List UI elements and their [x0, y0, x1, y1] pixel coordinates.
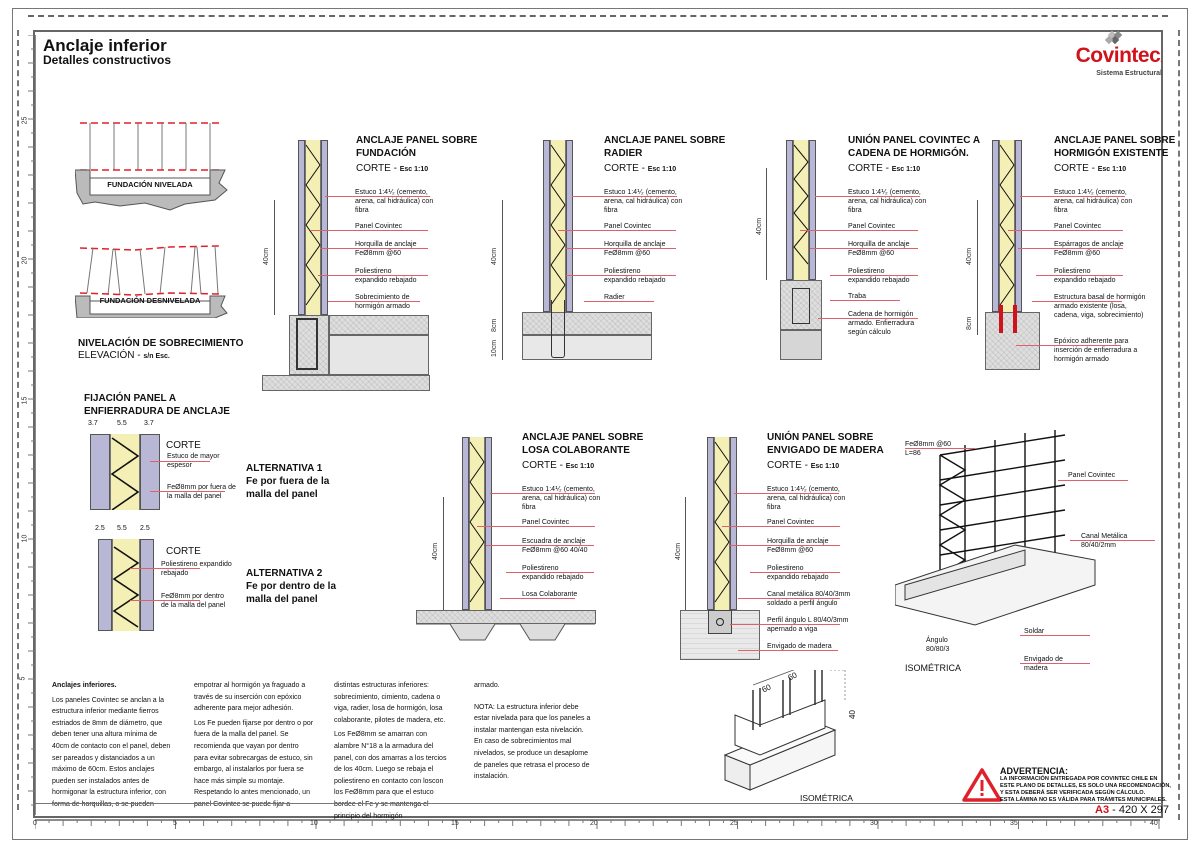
horquilla-rebar [551, 300, 565, 358]
dimension-line [502, 200, 503, 360]
label-panel: Panel Covintec [522, 519, 570, 526]
rebar-cage [296, 318, 318, 370]
alt2-label-poliestireno: Poliestireno expandido rebajado [161, 561, 232, 577]
dimension-line [766, 168, 767, 280]
leader-line [1032, 301, 1122, 302]
detail-losa-panel [462, 437, 492, 610]
leader-line [310, 230, 428, 231]
leader-line [328, 301, 420, 302]
detail-radier-header: ANCLAJE PANEL SOBRE RADIER CORTE - Esc 1:10 [604, 135, 726, 174]
dim-label: 3.7 [88, 420, 98, 427]
dim-8cm: 8cm [966, 316, 973, 330]
label-sobrecimiento: Sobrecimiento de hormigón armado [355, 294, 410, 310]
label-estuco: Estuco 1:4⅟₂ (cemento, arena, cal hidráulica) con fibra [355, 189, 434, 214]
text-column-2: empotrar al hormigón ya fraguado a través de su inserción con epóxico adherente para mejor adhesión. Los Fe pueden fijarse por dentro o por fuera de la malla del panel. Se recomienda que vayan por dentro para evitar sobrecargas de estuco, sin embargo, al instalarlos por fuera se hace más simple su montaje. Respetando lo antes mencionado, un panel Covintec se puede fijar a [194, 682, 314, 808]
sheet-subtitle: Detalles constructivos [43, 53, 172, 67]
alternativa-2: ALTERNATIVA 2 Fe por dentro de la malla del panel [246, 568, 337, 605]
dim-40cm: 40cm [263, 247, 270, 265]
detail-cadena-panel [786, 140, 816, 280]
nivelacion-caption [78, 337, 243, 363]
leader-line [1020, 663, 1090, 664]
leader-line [572, 196, 677, 197]
iso-madera-caption: ISOMÉTRICA [905, 663, 962, 673]
covintec-logo: Covintec. Sistema Estructural [1072, 30, 1162, 77]
fundacion-desnivelada-label: FUNDACIÓN DESNIVELADA [99, 296, 201, 305]
leader-line [738, 650, 838, 651]
anchor-rod [1013, 305, 1017, 333]
label-horquilla: Horquilla de anclaje FeØ8mm @60 [848, 241, 910, 257]
sheet-dashed-border-left [17, 30, 19, 810]
label-poliestireno: Poliestireno expandido rebajado [848, 268, 910, 284]
detail-cadena-header: UNIÓN PANEL COVINTEC A CADENA DE HORMIGÓN. CORTE - Esc 1:10 [848, 135, 981, 174]
iso-sobrecimiento-caption: ISOMÉTRICA [800, 793, 853, 803]
floor-slab [329, 315, 429, 335]
leader-line [734, 493, 839, 494]
iso-dim-40: 40 [847, 710, 857, 719]
label-panel: Panel Covintec [355, 223, 403, 230]
dimension-line [274, 200, 275, 315]
iso-dim-60b: 60 [786, 670, 799, 683]
label-panel: Panel Covintec [1054, 223, 1102, 230]
label-epoxico: Epóxico adherente para inserción de enfierradura a hormigón armado [1054, 338, 1138, 363]
label-poliestireno: Poliestireno expandido rebajado [522, 565, 584, 581]
dim-10cm: 10cm [491, 339, 498, 357]
text-column-1: Anclajes inferiores. Los paneles Covintec se anclan a la estructura inferior mediante fierros estriados de 8mm de diámetro, que deben tener una altura mínima de 40cm de contacto con el panel, deben ser pareados y distanciados a un máximo de 60cm. Estos anclajes pueden ser instalados antes de hormigonar la estructura inferior, con forma de horquillas, o se pueden [52, 682, 171, 808]
sheet-size-label: A3 - 420 X 297 [1095, 804, 1169, 816]
label-horquilla: Horquilla de anclaje FeØ8mm @60 [767, 538, 829, 554]
alt1-label-fe: FeØ8mm por fuera de la malla del panel [167, 484, 236, 500]
horizontal-ruler: 0 5 10 15 20 25 30 35 40 [33, 820, 1158, 827]
iso-label-envigado: Envigado de madera [1024, 656, 1063, 672]
leader-line [318, 275, 428, 276]
label-estuco: Estuco 1:4⅟₂ (cemento, arena, cal hidráulica) con fibra [604, 189, 683, 214]
alt2-corte: CORTE [166, 546, 201, 557]
label-estuco: Estuco 1:4⅟₂ (cemento, arena, cal hidráulica) con fibra [1054, 189, 1133, 214]
label-escuadra: Escuadra de anclaje FeØ8mm @60 40/40 [522, 538, 588, 554]
leader-line [490, 493, 595, 494]
fijacion-alt1-section [80, 420, 170, 520]
iso-label-angulo: Ángulo 80/80/3 [926, 637, 950, 653]
dim-40cm: 40cm [756, 217, 763, 235]
detail-madera-header: UNIÓN PANEL SOBRE ENVIGADO DE MADERA CORTE - Esc 1:10 [767, 432, 884, 471]
label-poliestireno: Poliestireno expandido rebajado [767, 565, 829, 581]
leader-line [800, 230, 918, 231]
leader-line [486, 545, 594, 546]
detail-fundacion-header: ANCLAJE PANEL SOBRE FUNDACIÓN CORTE - Esc 1:10 [356, 135, 478, 174]
foundation-base [262, 375, 430, 391]
detail-madera-panel [707, 437, 737, 610]
anchor-rod [999, 305, 1003, 333]
label-radier: Radier [604, 294, 625, 301]
leader-line [818, 318, 918, 319]
detail-fundacion-panel [298, 140, 328, 315]
leader-line [1016, 345, 1121, 346]
leader-line [558, 230, 676, 231]
logo-tagline: Sistema Estructural [1096, 70, 1162, 77]
dimension-line [977, 200, 978, 335]
label-losa: Losa Colaborante [522, 591, 578, 598]
iso-label-soldar: Soldar [1024, 628, 1045, 635]
detail-losa-header: ANCLAJE PANEL SOBRE LOSA COLABORANTE CORTE - Esc 1:10 [522, 432, 644, 471]
nivelacion-scale: s/n Esc. [143, 353, 170, 360]
logo-brand: Covintec [1075, 44, 1161, 67]
sheet-dashed-border-top [28, 15, 1168, 17]
dim-label: 2.5 [140, 525, 150, 532]
fill-layer [329, 335, 429, 375]
warning-box: ADVERTENCIA: LA INFORMACIÓN ENTREGADA POR COVINTEC CHILE EN ESTE PLANO DE DETALLES, ES SOLO UNA RECOMENDACIÓN, Y ESTA DEBERÁ SER VERIFICADA SEGÚN CÁLCULO. ESTA LÁMINA NO ES VÁLIDA PARA TRÁMITES MUNICIPALES. [1000, 766, 1171, 803]
rebar-cage [792, 288, 810, 324]
isometric-sobrecimiento-drawing [715, 670, 865, 805]
leader-line [566, 275, 676, 276]
leader-line [810, 248, 918, 249]
alt1-corte: CORTE [166, 440, 201, 451]
leader-line [722, 526, 840, 527]
dim-40cm: 40cm [966, 247, 973, 265]
leader-line [150, 461, 210, 462]
steel-deck [410, 622, 600, 649]
iso-label-canal: Canal Metálica 80/40/2mm [1081, 533, 1128, 549]
panel-section [90, 434, 160, 510]
leader-line [325, 196, 430, 197]
leader-line [730, 624, 840, 625]
leader-line [130, 568, 200, 569]
isometric-madera-drawing [895, 425, 1105, 660]
leader-line [830, 275, 918, 276]
nivelacion-diagram [75, 118, 235, 368]
warning-icon [962, 768, 1002, 807]
text-column-4: armado. NOTA: La estructura inferior debe estar nivelada para que los paneles a instalar mantengan esta nivelación. En caso de sobrecimientos mal nivelados, se produce un desaplome de paneles que retrasa el proceso de instalación. [474, 682, 591, 781]
dim-label: 3.7 [144, 420, 154, 427]
leader-line [1020, 196, 1125, 197]
sheet-title: Anclaje inferior [43, 36, 167, 55]
leader-line [320, 248, 428, 249]
dim-label: 5.5 [117, 420, 127, 427]
nivelacion-title: NIVELACIÓN DE SOBRECIMIENTO [78, 338, 244, 349]
leader-line [738, 598, 840, 599]
leader-line [130, 600, 200, 601]
leader-line [566, 248, 676, 249]
leader-line [830, 300, 900, 301]
dim-40cm: 40cm [432, 542, 439, 560]
sobrecimiento-base [780, 330, 822, 360]
leader-line [584, 301, 654, 302]
label-panel: Panel Covintec [604, 223, 652, 230]
leader-line [1058, 480, 1128, 481]
label-horquilla: Horquilla de anclaje FeØ8mm @60 [604, 241, 666, 257]
iso-label-fe: FeØ8mm @60 L=86 [905, 441, 952, 457]
alternativa-1: ALTERNATIVA 1 Fe por fuera de la malla del panel [246, 463, 330, 500]
vertical-ruler: 25 20 15 10 5 [19, 116, 29, 681]
detail-radier-panel [543, 140, 573, 312]
label-traba: Traba [848, 293, 867, 300]
dim-40cm: 40cm [491, 247, 498, 265]
fundacion-nivelada-label: FUNDACIÓN NIVELADA [107, 180, 193, 189]
leader-line [1008, 230, 1123, 231]
dim-8cm: 8cm [491, 318, 498, 332]
label-estuco: Estuco 1:4⅟₂ (cemento, arena, cal hidráulica) con fibra [522, 486, 601, 511]
leader-line [905, 448, 975, 449]
alt1-label-estuco: Estuco de mayor espesor [167, 453, 220, 469]
detail-existente-header: ANCLAJE PANEL SOBRE HORMIGÓN EXISTENTE CORTE - Esc 1:10 [1054, 135, 1176, 174]
leader-line [1036, 275, 1123, 276]
leader-line [815, 196, 920, 197]
leader-line [150, 491, 225, 492]
label-poliestireno: Poliestireno expandido rebajado [1054, 268, 1116, 284]
label-poliestireno: Poliestireno expandido rebajado [355, 268, 417, 284]
dimension-line [685, 497, 686, 610]
leader-line [477, 526, 595, 527]
label-horquilla: Horquilla de anclaje FeØ8mm @60 [355, 241, 417, 257]
label-envigado: Envigado de madera [767, 643, 832, 650]
sheet-dashed-border-right [1178, 30, 1180, 820]
leader-line [506, 572, 594, 573]
fijacion-title: FIJACIÓN PANEL A ENFIERRADURA DE ANCLAJE [84, 393, 230, 417]
label-panel: Panel Covintec [767, 519, 815, 526]
leader-line [500, 598, 575, 599]
logo-diamonds-icon [1072, 30, 1162, 46]
label-esparragos: Espárragos de anclaje FeØ8mm @60 [1054, 241, 1124, 257]
detail-existente-panel [992, 140, 1022, 312]
label-estuco: Estuco 1:4⅟₂ (cemento, arena, cal hidráulica) con fibra [848, 189, 927, 214]
iso-label-panel: Panel Covintec [1068, 472, 1116, 479]
label-canal: Canal metálica 80/40/3mm soldado a perfil ángulo [767, 591, 851, 607]
bolt-icon [716, 618, 724, 626]
dimension-line [443, 497, 444, 610]
label-cadena: Cadena de hormigón armado. Enfierradura según cálculo [848, 311, 915, 336]
radier-slab [522, 312, 652, 335]
panel-section [98, 539, 154, 631]
dim-label: 2.5 [95, 525, 105, 532]
dim-label: 5.5 [117, 525, 127, 532]
label-estructura-basal: Estructura basal de hormigón armado existente (losa, cadena, viga, sobrecimiento) [1054, 294, 1146, 319]
nivelacion-view: ELEVACIÓN - [78, 350, 144, 361]
leader-line [1020, 635, 1090, 636]
title-block-divider [33, 803, 1163, 804]
label-panel: Panel Covintec [848, 223, 896, 230]
iso-dim-60a: 60 [760, 682, 773, 695]
label-estuco: Estuco 1:4⅟₂ (cemento, arena, cal hidráulica) con fibra [767, 486, 846, 511]
alt2-label-fe: FeØ8mm por dentro de la malla del panel [161, 593, 226, 609]
label-poliestireno: Poliestireno expandido rebajado [604, 268, 666, 284]
label-perfil: Perfil ángulo L 80/40/3mm apernado a viga [767, 617, 849, 633]
text-column-3: distintas estructuras inferiores: sobrecimiento, cimiento, cadena o viga, radier, losa de hormigón, losa colaborante, pilotes de madera, etc. Los FeØ8mm se amarran con alambre N°18 a la armadura del panel, con dos amarras a los tercios de los 40cm. Luego se rebaja el poliestireno en contacto con loscon los FeØ8mm para que el estuco bordee el Fe y se mantenga el principio del hormigón [334, 682, 447, 820]
leader-line [1018, 248, 1123, 249]
radier-base [522, 335, 652, 360]
fijacion-alt2-section [80, 525, 170, 635]
dim-40cm: 40cm [675, 542, 682, 560]
leader-line [1070, 540, 1155, 541]
leader-line [750, 572, 840, 573]
leader-line [730, 545, 840, 546]
